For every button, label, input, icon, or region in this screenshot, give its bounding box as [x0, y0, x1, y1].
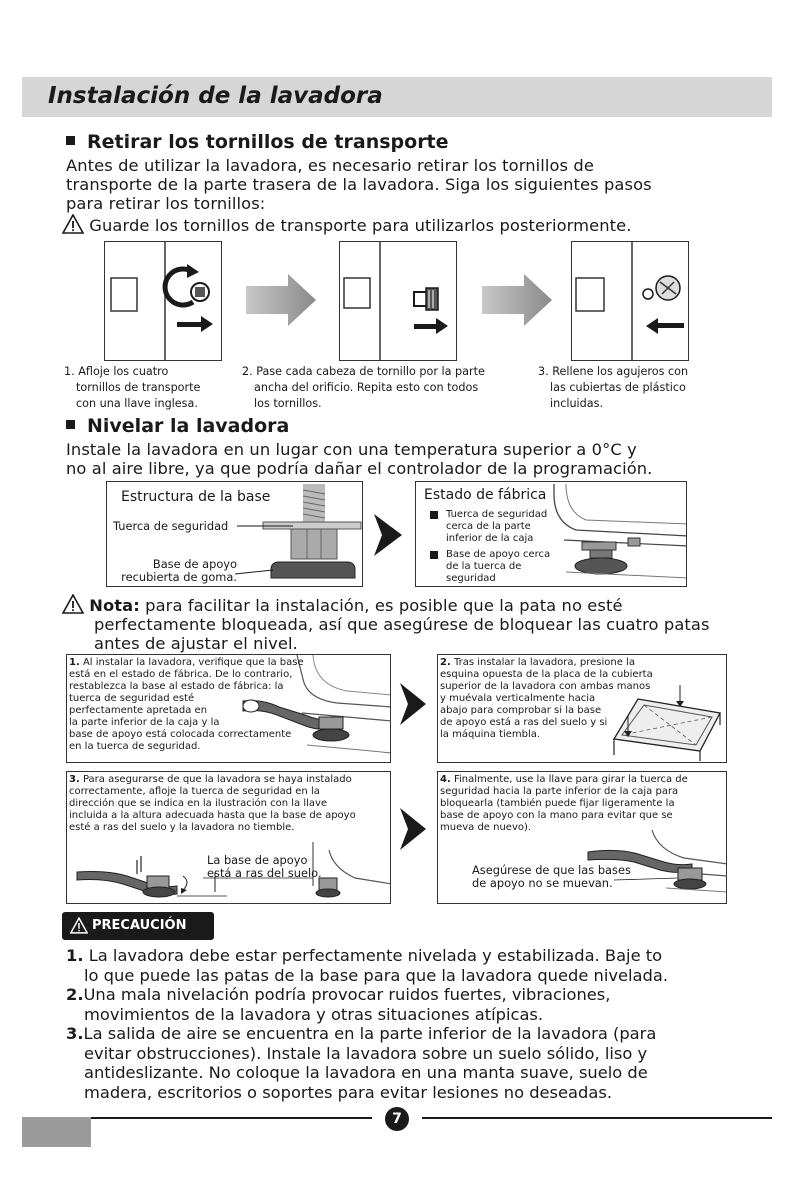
- section-heading-screws: Retirar los tornillos de transporte: [66, 131, 449, 153]
- panel-3-text: 3. Para asegurarse de que la lavadora se haya instalado correctamente, afloje la tuerca de seguridad en la dirección que se indica en la ilustración con la llave incluida a la altura adecuada hasta que la base de apoyo esté a ras del suelo y la lavadora no tiemble.: [69, 774, 356, 833]
- caution-badge: PRECAUCIÓN: [62, 912, 214, 940]
- step1-illustration: [104, 241, 222, 361]
- bullet-square-icon: [66, 136, 75, 145]
- page-number: 7: [385, 1107, 409, 1131]
- step3-illustration: [571, 241, 689, 361]
- panel-2-text: 2. Tras instalar la lavadora, presione la esquina opuesta de la placa de la cubierta superior de la lavadora con ambas manos y muévala verticalmente hacia abajo para comprobar si la base de apoyo está a ras del suelo y si la máquina tiembla.: [440, 657, 653, 740]
- foot-label: Base de apoyo recubierta de goma.: [121, 557, 237, 584]
- step2-illustration: [339, 241, 457, 361]
- chevron-right-icon: [400, 808, 426, 850]
- section-heading-level: Nivelar la lavadora: [66, 415, 289, 437]
- warning-triangle-icon: [70, 917, 88, 934]
- page-title: Instalación de la lavadora: [48, 83, 383, 109]
- list-item: 3.La salida de aire se encuentra en la parte inferior de la lavadora (para: [66, 1024, 657, 1043]
- panel-4-caption: Asegúrese de que las bases de apoyo no se muevan.: [472, 863, 631, 890]
- base-structure-box: [106, 481, 363, 587]
- level-panel-2: [437, 654, 727, 763]
- bullet-square-icon: [430, 511, 438, 519]
- level-panel-3: [66, 771, 391, 904]
- lock-nut-label: Tuerca de seguridad: [113, 519, 229, 533]
- factory-state-title: Estado de fábrica: [424, 487, 547, 503]
- chevron-right-icon: [374, 514, 402, 556]
- right-arrow-icon: [246, 274, 316, 326]
- bullet-square-icon: [430, 551, 438, 559]
- level-note: Nota: para facilitar la instalación, es posible que la pata no esté perfectamente bloqueada, así que asegúrese de bloquear las cuatro patas antes de ajustar el nivel.: [62, 594, 710, 653]
- list-item: 1. La lavadora debe estar perfectamente nivelada y estabilizada. Baje to: [66, 946, 663, 965]
- step1-caption: 1. Afloje los cuatro tornillos de transporte con una llave inglesa.: [64, 365, 201, 410]
- screws-warning: Guarde los tornillos de transporte para utilizarlos posteriormente.: [62, 214, 632, 235]
- panel-4-text: 4. Finalmente, use la llave para girar la tuerca de seguridad hacia la parte inferior de la caja para bloquearla (también puede fijar ligeramente la base de apoyo con la mano para evitar que se mueva de nuevo).: [440, 774, 688, 833]
- factory-item-lock-nut: Tuerca de seguridad cerca de la parte inferior de la caja: [430, 509, 547, 545]
- step2-caption: 2. Pase cada cabeza de tornillo por la parte ancha del orificio. Repita esto con todos los tornillos.: [242, 365, 485, 410]
- list-item: 2.Una mala nivelación podría provocar ruidos fuertes, vibraciones,: [66, 985, 611, 1004]
- warning-triangle-icon: [62, 594, 84, 614]
- footer-rule-right: [422, 1117, 772, 1119]
- level-intro: Instale la lavadora en un lugar con una temperatura superior a 0°C y no al aire libre, ya que podría dañar el controlador de la programación.: [66, 440, 653, 478]
- level-panel-1: [66, 654, 391, 763]
- screws-intro: Antes de utilizar la lavadora, es necesario retirar los tornillos de transporte de la parte trasera de la lavadora. Siga los siguientes pasos para retirar los tornillos:: [66, 156, 652, 213]
- factory-item-foot: Base de apoyo cerca de la tuerca de seguridad: [430, 549, 550, 585]
- step3-caption: 3. Rellene los agujeros con las cubiertas de plástico incluidas.: [538, 365, 689, 410]
- level-panel-4: [437, 771, 727, 904]
- base-structure-title: Estructura de la base: [121, 489, 271, 505]
- right-arrow-icon: [482, 274, 552, 326]
- caution-list: 1. La lavadora debe estar perfectamente nivelada y estabilizada. Baje to lo que puede las patas de la base para que la lavadora quede nivelada. 2.Una mala nivelación podría provocar ruidos fuertes, vibraciones, movimientos de la lavadora y otras situaciones atípicas. 3.La salida de aire se encuentra en la parte inferior de la lavadora (para evitar obstrucciones). Instale la lavadora sobre un suelo sólido, liso y antideslizante. No coloque la lavadora en una manta suave, suelo de madera, escritorios o soportes para evitar lesiones no deseadas.: [66, 946, 668, 1102]
- panel-3-caption: La base de apoyo está a ras del suelo.: [207, 853, 322, 880]
- footer-tab: [22, 1117, 91, 1147]
- bullet-square-icon: [66, 420, 75, 429]
- chevron-right-icon: [400, 683, 426, 725]
- warning-triangle-icon: [62, 214, 84, 234]
- panel-1-text: 1. Al instalar la lavadora, verifique que la base está en el estado de fábrica. De lo contrario, restablezca la base al estado de fábrica: la tuerca de seguridad esté perfectamente apretada en la parte inferior de la caja y la base de apoyo está colocada correctamente en la tuerca de seguridad.: [69, 657, 304, 752]
- factory-state-box: [415, 481, 687, 587]
